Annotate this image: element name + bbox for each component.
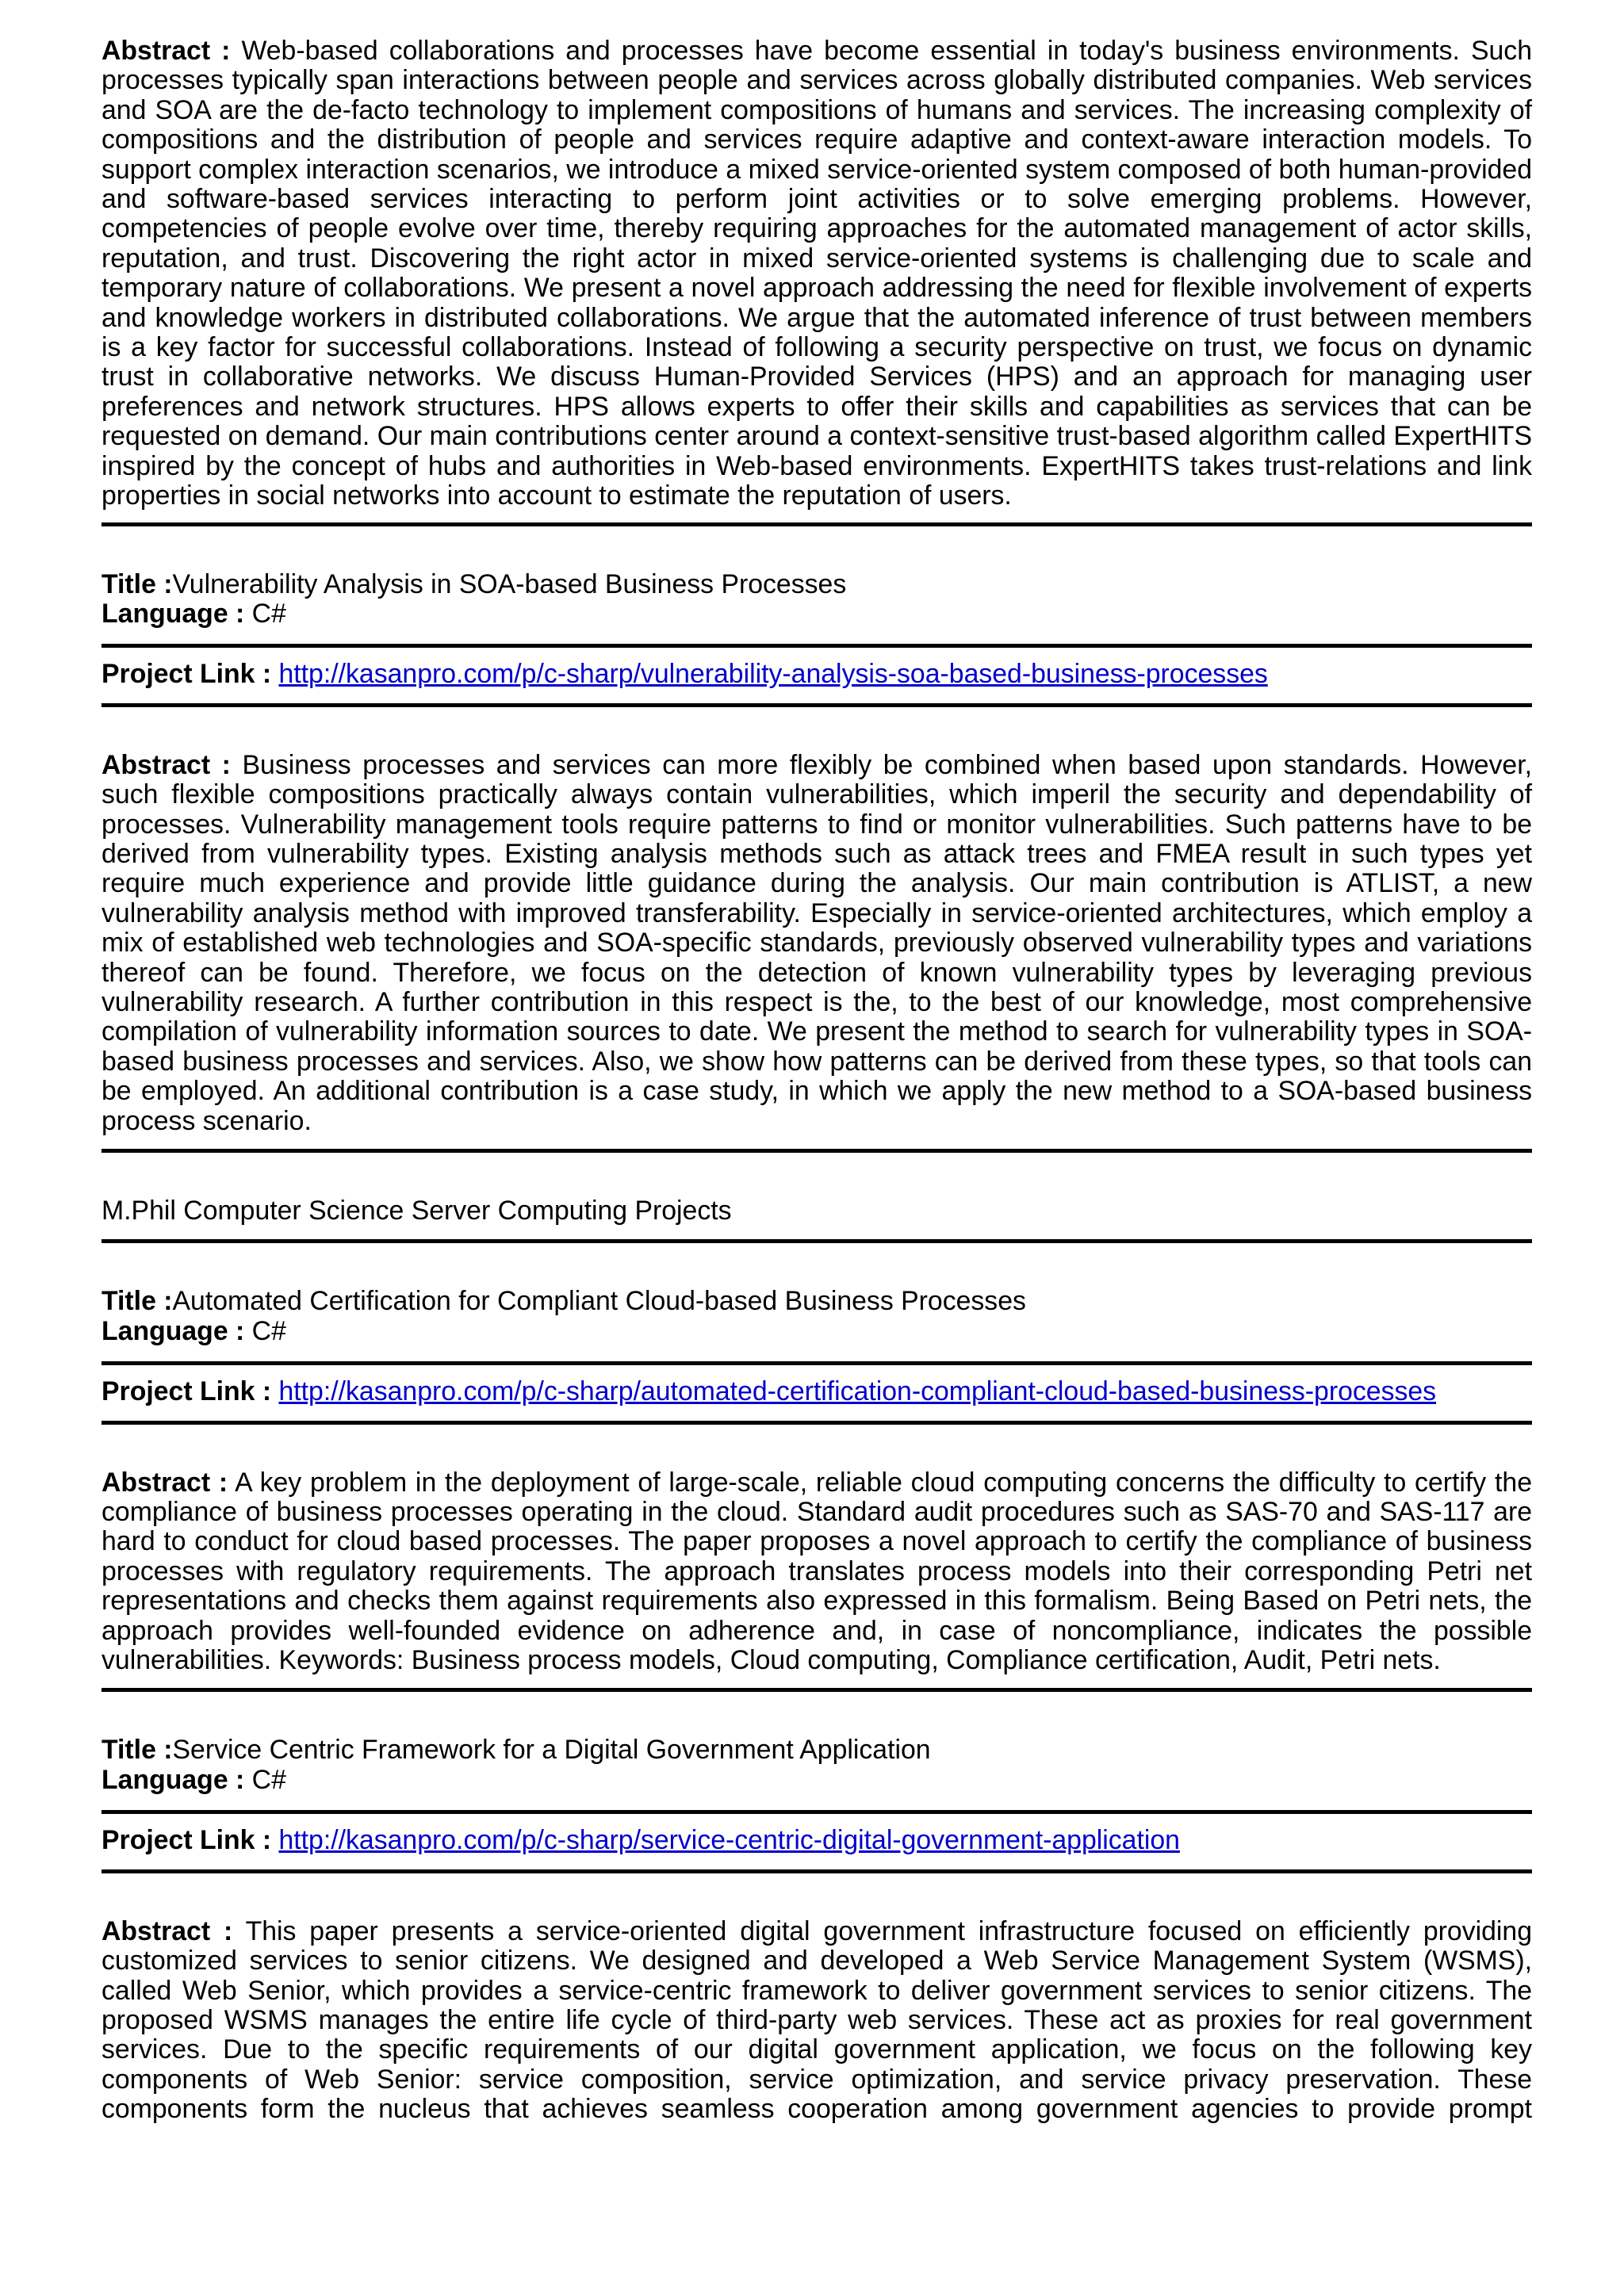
project-link-row (102, 1826, 1532, 1855)
divider (102, 703, 1532, 707)
abstract-paragraph-4 (102, 1917, 1532, 2125)
language-label: Language : (102, 1315, 245, 1346)
abstract-paragraph-3 (102, 1468, 1532, 1676)
project-title: Vulnerability Analysis in SOA-based Business Processes (172, 568, 847, 599)
abstract-label: Abstract : (102, 749, 231, 780)
project-block-vulnerability-analysis (102, 570, 1532, 629)
divider (102, 1810, 1532, 1814)
section-heading: M.Phil Computer Science Server Computing Projects (102, 1196, 732, 1226)
abstract-paragraph-1 (102, 36, 1532, 511)
abstract-label: Abstract : (102, 1467, 228, 1498)
abstract-text: Business processes and services can more flexibly be combined when based upon standards. However, such flexible compositions practically always contain vulnerabilities, which imperil the security and dependability of processes. Vulnerability management tools require patterns to find or monitor vulnerabilities. Such patterns have to be derived from vulnerability types. Existing analysis methods such as attack trees and FMEA result in such types yet require much experience and provide little guidance during the analysis. Our main contribution is ATLIST, a new vulnerability analysis method with improved transferability. Especially in service-oriented architectures, which employ a mix of established web technologies and SOA-specific standards, previously observed vulnerability types and variations thereof can be found. Therefore, we focus on the detection of known vulnerability types by leveraging previous vulnerability research. A further contribution in this respect is the, to the best of our knowledge, most comprehensive compilation of vulnerability information sources to date. We present the method to search for vulnerability types in SOA-based business processes and services. Also, we show how patterns can be derived from these types, so that tools can be employed. An additional contribution is a case study, in which we apply the new method to a SOA-based business process scenario. (102, 749, 1533, 1136)
title-label: Title : (102, 568, 173, 599)
project-language-row (102, 599, 1532, 629)
project-link-row (102, 1377, 1532, 1406)
project-language: C# (251, 1315, 286, 1346)
divider (102, 644, 1532, 648)
divider (102, 1421, 1532, 1425)
project-language: C# (251, 598, 286, 629)
project-link[interactable]: http://kasanpro.com/p/c-sharp/vulnerability-analysis-soa-based-business-processes (278, 659, 1268, 690)
abstract-text: A key problem in the deployment of large-scale, reliable cloud computing concerns the difficulty to certify the compliance of business processes operating in the cloud. Standard audit procedures such as SAS-70 and SAS-117 are hard to conduct for cloud based processes. The paper proposes a novel approach to certify the compliance of business processes with regulatory requirements. The approach translates process models into their corresponding Petri net representations and checks them against requirements also expressed in this formalism. Being Based on Petri nets, the approach provides well-founded evidence on adherence and, in case of noncompliance, indicates the possible vulnerabilities. Keywords: Business process models, Cloud computing, Compliance certification, Audit, Petri nets. (102, 1467, 1532, 1676)
project-language: C# (251, 1764, 286, 1795)
document-page (102, 36, 1532, 2125)
project-block-automated-certification (102, 1287, 1532, 1346)
project-link-label: Project Link : (102, 659, 272, 690)
abstract-paragraph-2 (102, 751, 1532, 1136)
project-link-label: Project Link : (102, 1376, 272, 1407)
abstract-text: This paper presents a service-oriented digital government infrastructure focused on efficiently providing customized services to senior citizens. We designed and developed a Web Service Management System (WSMS), called Web Senior, which provides a service-centric framework to deliver government services to senior citizens. The proposed WSMS manages the entire life cycle of third-party web services. These act as proxies for real government services. Due to the specific requirements of our digital government application, we focus on the following key components of Web Senior: service composition, service optimization, and service privacy preservation. These components form the nucleus that achieves seamless cooperation among government agencies to provide prompt (102, 1915, 1533, 2125)
abstract-label: Abstract : (102, 36, 231, 66)
title-label: Title : (102, 1286, 173, 1317)
project-link-row (102, 660, 1532, 689)
divider (102, 1869, 1532, 1873)
language-label: Language : (102, 1764, 245, 1795)
project-link[interactable]: http://kasanpro.com/p/c-sharp/service-centric-digital-government-application (278, 1825, 1180, 1856)
project-language-row (102, 1317, 1532, 1346)
project-title-row (102, 1735, 1532, 1765)
project-block-service-centric-framework (102, 1735, 1532, 1795)
project-title: Automated Certification for Compliant Cloud-based Business Processes (172, 1286, 1026, 1317)
abstract-label: Abstract : (102, 1915, 233, 1946)
project-title-row (102, 1287, 1532, 1316)
project-link[interactable]: http://kasanpro.com/p/c-sharp/automated-certification-compliant-cloud-based-business-processes (278, 1376, 1437, 1407)
divider (102, 1688, 1532, 1692)
divider (102, 1361, 1532, 1365)
abstract-text: Web-based collaborations and processes have become essential in today's business environments. Such processes typically span interactions between people and services across globally distributed companies. Web services and SOA are the de-facto technology to implement compositions of humans and services. The increasing complexity of compositions and the distribution of people and services require adaptive and context-aware interaction models. To support complex interaction scenarios, we introduce a mixed service-oriented system composed of both human-provided and software-based services interacting to perform joint activities or to solve emerging problems. However, competencies of people evolve over time, thereby requiring approaches for the automated management of actor skills, reputation, and trust. Discovering the right actor in mixed service-oriented systems is challenging due to scale and temporary nature of collaborations. We present a novel approach addressing the need for flexible involvement of experts and knowledge workers in distributed collaborations. We argue that the automated inference of trust between members is a key factor for successful collaborations. Instead of following a security perspective on trust, we focus on dynamic trust in collaborative networks. We discuss Human-Provided Services (HPS) and an approach for managing user preferences and network structures. HPS allows experts to offer their skills and capabilities as services that can be requested on demand. Our main contributions center around a context-sensitive trust-based algorithm called ExpertHITS inspired by the concept of hubs and authorities in Web-based environments. ExpertHITS takes trust-relations and link properties in social networks into account to estimate the reputation of users. (102, 36, 1532, 511)
project-title: Service Centric Framework for a Digital Government Application (172, 1735, 931, 1766)
divider (102, 1149, 1532, 1153)
project-language-row (102, 1766, 1532, 1795)
project-link-label: Project Link : (102, 1825, 272, 1856)
divider (102, 1239, 1532, 1243)
title-label: Title : (102, 1735, 173, 1766)
divider (102, 522, 1532, 526)
language-label: Language : (102, 598, 245, 629)
project-title-row (102, 570, 1532, 599)
